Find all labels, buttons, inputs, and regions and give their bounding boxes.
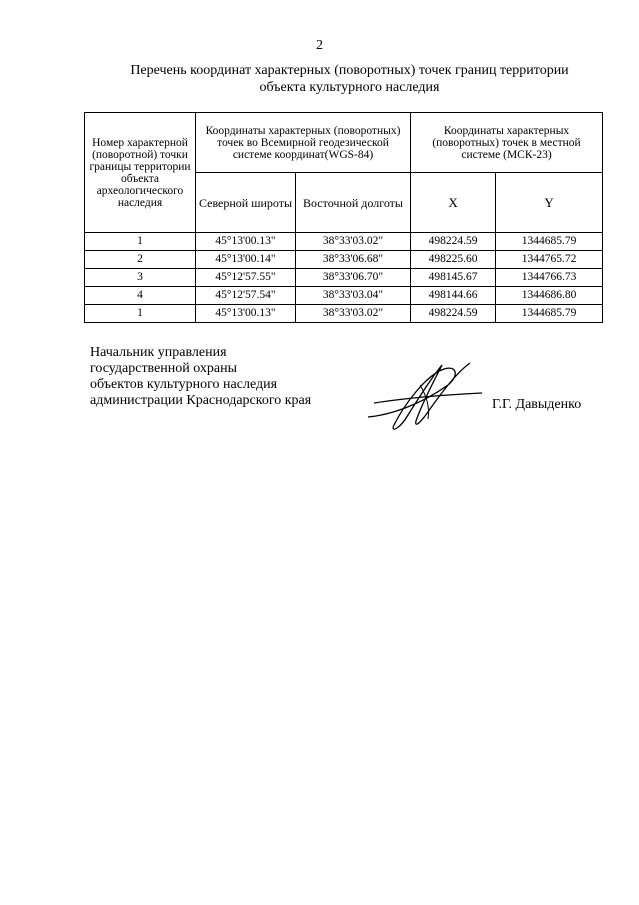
- header-msk23: Координаты характерных (поворотных) точек в местной системе (МСК-23): [411, 113, 603, 173]
- document-title: [60, 62, 639, 96]
- point-number: 4: [85, 287, 196, 305]
- longitude: 38°33'03.02": [296, 233, 411, 251]
- signatory-name: Г.Г. Давыденко: [492, 397, 582, 412]
- coord-y: 1344685.79: [496, 305, 603, 323]
- handwritten-signature: [360, 355, 490, 435]
- position-line-1: Начальник управления: [90, 345, 227, 360]
- coord-y: 1344765.72: [496, 251, 603, 269]
- point-number: 1: [85, 305, 196, 323]
- position-line-4: администрации Краснодарского края: [90, 393, 312, 408]
- table-row: [85, 269, 603, 287]
- latitude: 45°13'00.13": [196, 305, 296, 323]
- point-number: 1: [85, 233, 196, 251]
- coord-y: 1344686.80: [496, 287, 603, 305]
- coord-x: 498224.59: [411, 305, 496, 323]
- table-row: [85, 233, 603, 251]
- longitude: 38°33'03.02": [296, 305, 411, 323]
- longitude: 38°33'03.04": [296, 287, 411, 305]
- header-x: X: [411, 173, 496, 233]
- coord-y: 1344766.73: [496, 269, 603, 287]
- coord-x: 498225.60: [411, 251, 496, 269]
- coord-x: 498144.66: [411, 287, 496, 305]
- table-row: [85, 287, 603, 305]
- header-east-longitude: Восточной долготы: [296, 173, 411, 233]
- position-line-2: государственной охраны: [90, 361, 238, 376]
- header-y: Y: [496, 173, 603, 233]
- latitude: 45°12'57.55": [196, 269, 296, 287]
- longitude: 38°33'06.70": [296, 269, 411, 287]
- point-number: 2: [85, 251, 196, 269]
- coord-x: 498145.67: [411, 269, 496, 287]
- longitude: 38°33'06.68": [296, 251, 411, 269]
- signatory-position: [90, 345, 311, 409]
- page-number: 2: [316, 38, 323, 53]
- table-row: [85, 251, 603, 269]
- title-line-1: Перечень координат характерных (поворотных) точек границ территории: [130, 63, 569, 78]
- coordinates-table: [84, 112, 603, 323]
- title-line-2: объекта культурного наследия: [259, 80, 440, 95]
- latitude: 45°13'00.14": [196, 251, 296, 269]
- coord-y: 1344685.79: [496, 233, 603, 251]
- latitude: 45°13'00.13": [196, 233, 296, 251]
- header-wgs84: Координаты характерных (поворотных) точек во Всемирной геодезической системе координат(WGS-84): [196, 113, 411, 173]
- point-number: 3: [85, 269, 196, 287]
- header-point-number: Номер характерной (поворотной) точки границы территории объекта археологического наследия: [85, 113, 196, 233]
- table-row: [85, 305, 603, 323]
- coord-x: 498224.59: [411, 233, 496, 251]
- latitude: 45°12'57.54": [196, 287, 296, 305]
- header-north-latitude: Северной широты: [196, 173, 296, 233]
- position-line-3: объектов культурного наследия: [90, 377, 278, 392]
